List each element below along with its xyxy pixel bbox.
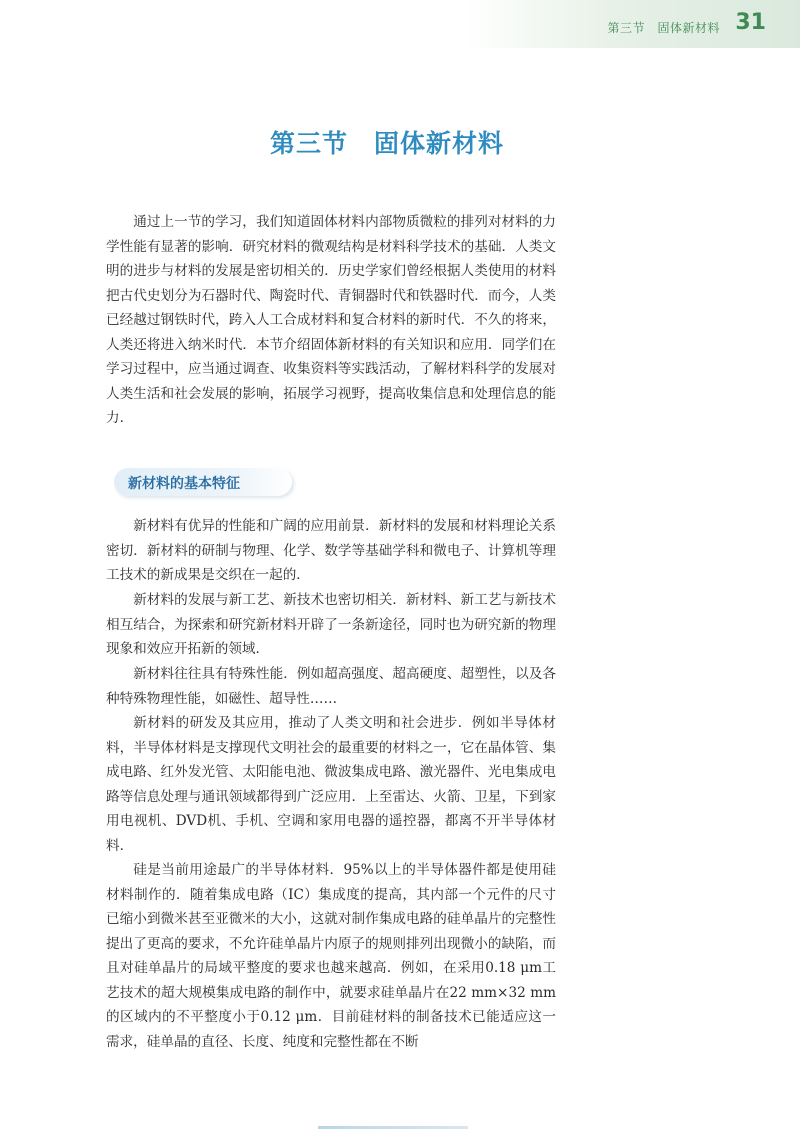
body-paragraph-1: 新材料有优异的性能和广阔的应用前景．新材料的发展和材料理论关系密切．新材料的研制与物理、化学、数学等基础学科和微电子、计算机等理工技术的新成果是交织在一起的． xyxy=(106,518,556,583)
subheading-text: 新材料的基本特征 xyxy=(128,476,240,492)
intro-paragraph: 通过上一节的学习，我们知道固体材料内部物质微粒的排列对材料的力学性能有显著的影响．研究材料的微观结构是材料科学技术的基础．人类文明的进步与材料的发展是密切相关的．历史学家们曾经根据人类使用的材料把古代史划分为石器时代、陶瓷时代、青铜器时代和铁器时代．而今，人类已经越过钢铁时代，跨入人工合成材料和复合材料的新时代．不久的将来，人类还将进入纳米时代．本节介绍固体新材料的有关知识和应用．同学们在学习过程中，应当通过调查、收集资料等实践活动，了解材料科学的发展对人类生活和社会发展的影响，拓展学习视野，提高收集信息和处理信息的能力． xyxy=(106,214,556,426)
page-number: 31 xyxy=(735,10,766,35)
subheading-tab xyxy=(114,468,292,496)
body-paragraph-4: 新材料的研发及其应用，推动了人类文明和社会进步．例如半导体材料，半导体材料是支撑现代文明社会的最重要的材料之一，它在晶体管、集成电路、红外发光管、太阳能电池、微波集成电路、激光器件、光电集成电路等信息处理与通讯领域都得到广泛应用．上至雷达、火箭、卫星，下到家用电视机、DVD机、手机、空调和家用电器的遥控器，都离不开半导体材料． xyxy=(106,715,556,854)
body-paragraph-3: 新材料往往具有特殊性能．例如超高强度、超高硬度、超塑性，以及各种特殊物理性能，如磁性、超导性…… xyxy=(106,666,556,707)
running-header-section: 第三节 固体新材料 xyxy=(607,21,720,35)
body-paragraph-2: 新材料的发展与新工艺、新技术也密切相关．新材料、新工艺与新技术相互结合，为探索和研究新材料开辟了一条新途径，同时也为研究新的物理现象和效应开拓新的领域． xyxy=(106,592,556,657)
bottom-decoration xyxy=(318,1126,468,1129)
section-title: 第三节 固体新材料 xyxy=(270,129,505,158)
body-paragraph-5: 硅是当前用途最广的半导体材料．95%以上的半导体器件都是使用硅材料制作的．随着集成电路（IC）集成度的提高，其内部一个元件的尺寸已缩小到微米甚至亚微米的大小，这就对制作集成电路的硅单晶片的完整性提出了更高的要求，不允许硅单晶片内原子的规则排列出现微小的缺陷，而且对硅单晶片的局域平整度的要求也越来越高．例如，在采用0.18 μm工艺技术的超大规模集成电路的制作中，就要求硅单晶片在22 mm×32 mm的区域内的不平整度小于0.12 μm．目前硅材料的制备技术已能适应这一需求，硅单晶的直径、长度、纯度和完整性都在不断 xyxy=(106,862,556,1050)
